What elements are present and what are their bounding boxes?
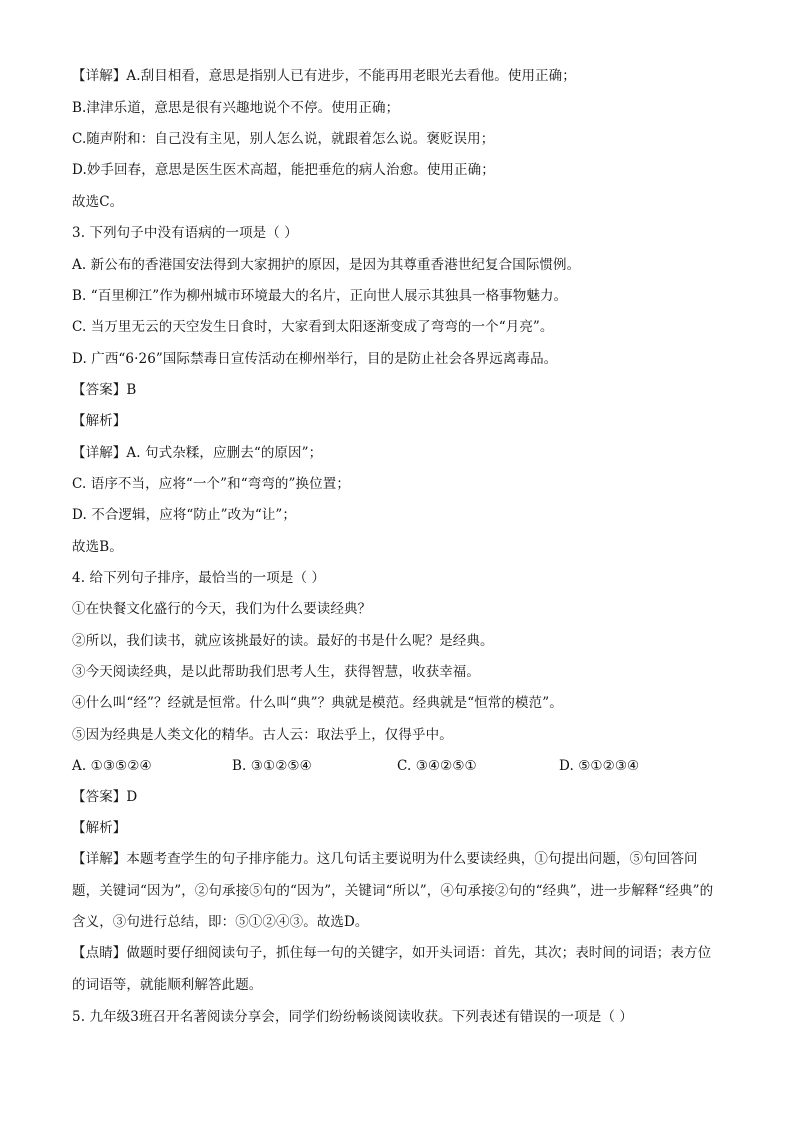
sentence-3: ③今天阅读经典，是以此帮助我们思考人生，获得智慧，收获幸福。 xyxy=(72,664,480,680)
option-c: C. 当万里无云的天空发生日食时，大家看到太阳逐渐变成了弯弯的一个“月亮”。 xyxy=(72,319,554,335)
text-line: 【详解】A.刮目相看，意思是指别人已有进步，不能再用老眼光去看他。使用正确； xyxy=(72,68,576,84)
text-line: 故选C。 xyxy=(72,194,124,210)
option-b: B. “百里柳江”作为柳州城市环境最大的名片，正向世人展示其独具一格事物魅力。 xyxy=(72,288,568,304)
sentence-4: ④什么叫“经”？经就是恒常。什么叫“典”？典就是模范。经典就是“恒常的模范”。 xyxy=(72,695,563,711)
question-3: 3. 下列句子中没有语病的一项是（ ） xyxy=(72,225,298,241)
text-line: B.津津乐道，意思是很有兴趣地说个不停。使用正确； xyxy=(72,100,400,116)
option-d: D. 广西“6·26”国际禁毒日宣传活动在柳州举行，目的是防止社会各界远离毒品。 xyxy=(72,351,558,367)
text-line: C.随声附和：自己没有主见，别人怎么说，就跟着怎么说。褒贬误用； xyxy=(72,131,495,147)
analysis-label: 【解析】 xyxy=(72,820,127,836)
sentence-5: ⑤因为经典是人类文化的精华。古人云：取法乎上，仅得乎中。 xyxy=(72,727,453,743)
answer-label: 【答案】B xyxy=(72,382,137,398)
analysis-label: 【解析】 xyxy=(72,413,127,429)
option-b: B. ③①②⑤④ xyxy=(232,758,312,774)
question-5: 5. 九年级3班召开名著阅读分享会，同学们纷纷畅谈阅读收获。下列表述有错误的一项是（ ） xyxy=(72,1009,633,1025)
option-a: A. ①③⑤②④ xyxy=(72,758,152,774)
answer-label: 【答案】D xyxy=(72,789,138,805)
options-row xyxy=(72,756,732,776)
option-d: D. ⑤①②③④ xyxy=(559,758,640,774)
text-line: 【详解】A. 句式杂糅，应删去“的原因”； xyxy=(72,445,323,461)
sentence-1: ①在快餐文化盛行的今天，我们为什么要读经典？ xyxy=(72,601,372,617)
sentence-2: ②所以，我们读书，就应该挑最好的读。最好的书是什么呢？是经典。 xyxy=(72,633,494,649)
option-a: A. 新公布的香港国安法得到大家拥护的原因，是因为其尊重香港世纪复合国际惯例。 xyxy=(72,257,581,273)
question-4: 4. 给下列句子排序，最恰当的一项是（ ） xyxy=(72,570,326,586)
text-line: 故选B。 xyxy=(72,539,123,555)
tip-paragraph: 【点睛】做题时要仔细阅读句子，抓住每一句的关键字，如开头词语：首先，其次；表时间的词语；表方位的词语等，就能顺利解答此题。 xyxy=(72,945,712,993)
text-line: D.妙手回春，意思是医生医术高超，能把垂危的病人治愈。使用正确； xyxy=(72,162,495,178)
text-line: D. 不合逻辑，应将“防止”改为“让”； xyxy=(72,507,297,523)
detail-paragraph: 【详解】本题考查学生的句子排序能力。这几句话主要说明为什么要读经典，①句提出问题，⑤句回答问题，关键词“因为”，②句承接⑤句的“因为”，关键词“所以”，④句承接②句的“经典”，进一步解释“经典”的含义，③句进行总结，即：⑤①②④③。故选D。 xyxy=(72,851,714,930)
text-line: C. 语序不当，应将“一个”和“弯弯的”换位置； xyxy=(72,476,350,492)
option-c: C. ③④②⑤① xyxy=(397,758,477,774)
